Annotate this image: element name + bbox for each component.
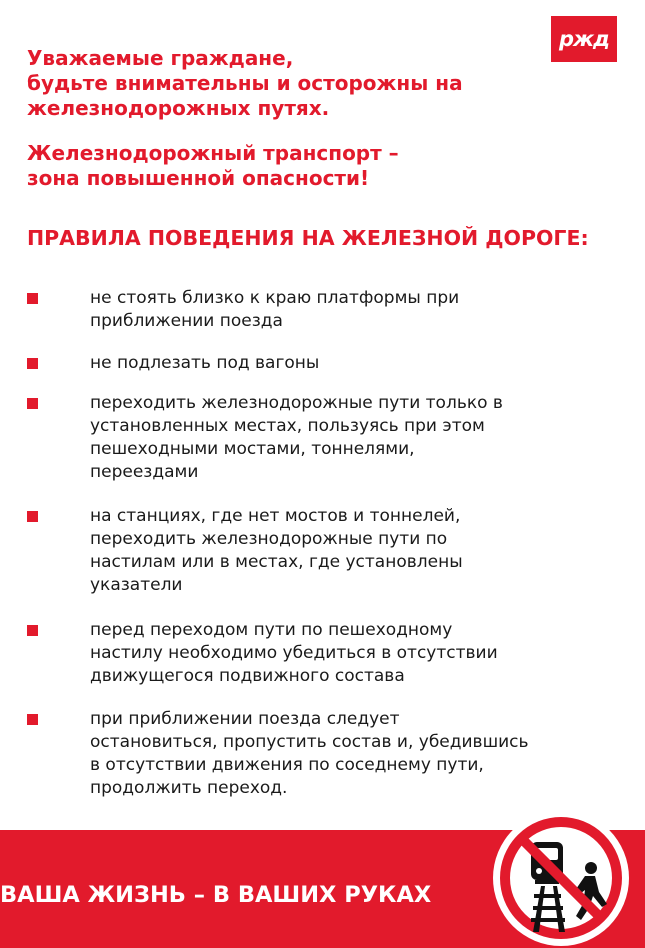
greeting-line: железнодорожных путях. [27, 96, 330, 120]
bullet-square-icon [27, 625, 38, 636]
warning-line: Железнодорожный транспорт – [27, 141, 399, 165]
rule-line: при приближении поезда следует [90, 709, 400, 729]
rzd-logo-text: ржд [559, 27, 609, 51]
warning-line: зона повышенной опасности! [27, 166, 370, 190]
rzd-logo [551, 16, 617, 62]
rule-line: на станциях, где нет мостов и тоннелей, [90, 506, 461, 526]
bullet-square-icon [27, 398, 38, 409]
rule-line: настилам или в местах, где установлены [90, 552, 463, 572]
rule-line: установленных местах, пользуясь при этом [90, 416, 485, 436]
rule-line: переходить железнодорожные пути по [90, 529, 448, 549]
rule-line: не подлезать под вагоны [90, 353, 320, 373]
rule-line: приближении поезда [90, 311, 283, 331]
rule-text [90, 287, 459, 333]
rule-line: не стоять близко к краю платформы при [90, 288, 460, 308]
rule-text [90, 392, 503, 484]
greeting-heading [27, 46, 463, 121]
rule-line: остановиться, пропустить состав и, убедившись [90, 732, 529, 752]
rule-line: настилу необходимо убедиться в отсутствии [90, 643, 498, 663]
rule-text [90, 352, 319, 375]
rule-line: переездами [90, 462, 199, 482]
bullet-square-icon [27, 511, 38, 522]
rule-line: продолжить переход. [90, 778, 288, 798]
rule-text [90, 708, 529, 800]
rule-line: указатели [90, 575, 183, 595]
greeting-line: будьте внимательны и осторожны на [27, 71, 463, 95]
rule-line: перед переходом пути по пешеходному [90, 620, 453, 640]
greeting-line: Уважаемые граждане, [27, 46, 294, 70]
no-crossing-in-front-of-train-icon [489, 808, 633, 948]
bullet-square-icon [27, 293, 38, 304]
rules-title: ПРАВИЛА ПОВЕДЕНИЯ НА ЖЕЛЕЗНОЙ ДОРОГЕ: [27, 226, 589, 250]
rule-line: в отсутствии движения по соседнему пути, [90, 755, 484, 775]
rule-text [90, 619, 498, 688]
rule-line: переходить железнодорожные пути только в [90, 393, 503, 413]
rule-text [90, 505, 463, 597]
bullet-square-icon [27, 714, 38, 725]
rule-line: движущегося подвижного состава [90, 666, 405, 686]
rule-line: пешеходными мостами, тоннелями, [90, 439, 415, 459]
warning-heading [27, 141, 399, 191]
bullet-square-icon [27, 358, 38, 369]
footer-slogan: ВАША ЖИЗНЬ – В ВАШИХ РУКАХ [0, 882, 432, 908]
